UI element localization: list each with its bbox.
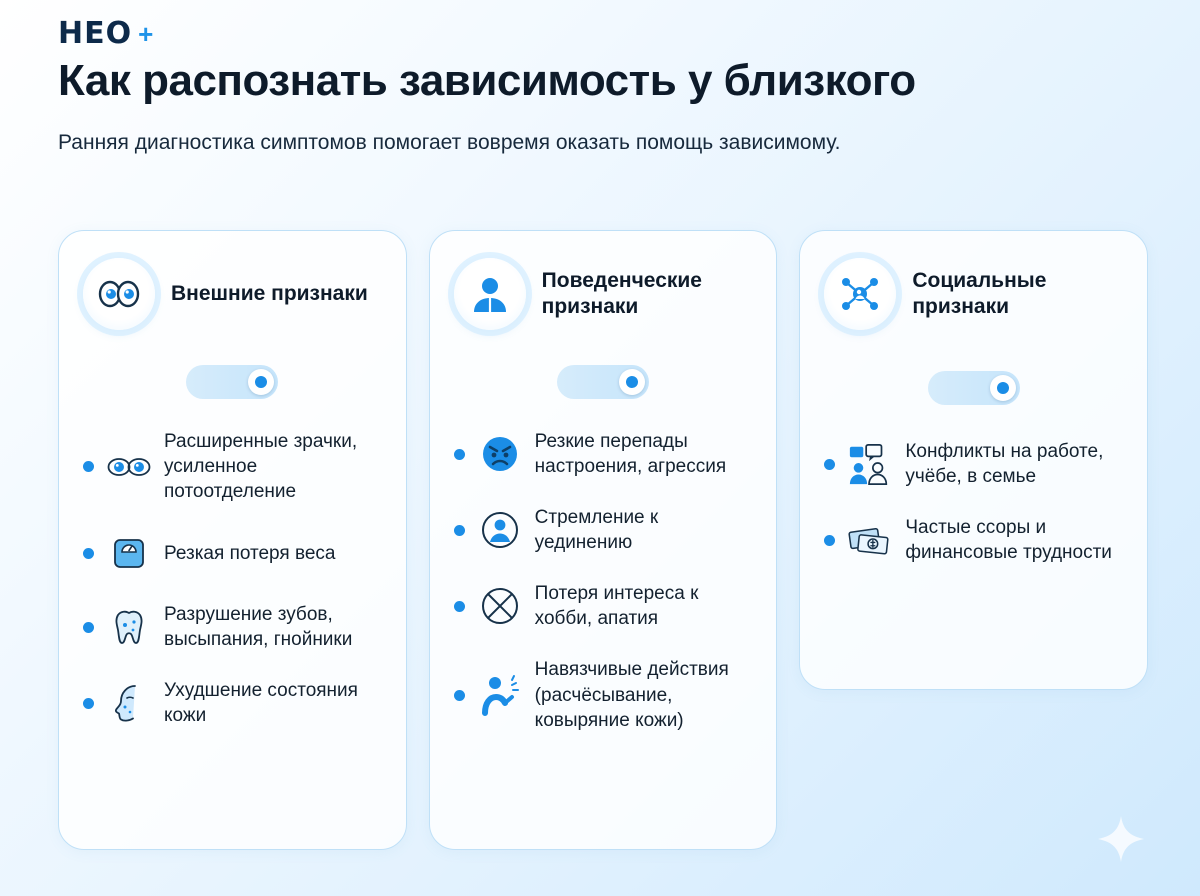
list-item-text: Резкая потеря веса [164, 542, 336, 564]
pupils-icon [106, 444, 152, 490]
list-item-text: Стремление к уединению [534, 507, 659, 554]
page-title: Как распознать зависимость у близкого [58, 56, 916, 105]
card-external-signs [58, 230, 407, 850]
list-item-text: Навязчивые действия (расчёсывание, ковыряние кожи) [534, 659, 729, 731]
list-item-text: Ухудшение состояния кожи [164, 680, 358, 727]
bullet-icon [824, 459, 835, 470]
page-subtitle: Ранняя диагностика симптомов помогает вовремя оказать помощь зависимому. [58, 131, 841, 154]
list-item [454, 657, 753, 732]
list-item-text: Разрушение зубов, высыпания, гнойники [164, 604, 353, 651]
list-item [454, 429, 753, 479]
card-header-behavioral [454, 257, 753, 331]
bullet-icon [454, 525, 465, 536]
list-item [83, 602, 382, 652]
card-header-social [824, 257, 1123, 331]
toggle-social[interactable] [928, 371, 1020, 405]
bullet-icon [83, 622, 94, 633]
brand-logo [58, 16, 153, 51]
list-item [83, 678, 382, 728]
bullet-icon [824, 535, 835, 546]
toggle-row-behavioral [454, 365, 753, 399]
list-item [824, 439, 1123, 489]
list-item [824, 515, 1123, 565]
brand-logo-text: HEO [58, 16, 133, 51]
bullet-icon [454, 601, 465, 612]
card-behavioral-signs [429, 230, 778, 850]
network-icon [824, 258, 896, 330]
sparkle-icon [1098, 816, 1144, 862]
eyes-icon [83, 258, 155, 330]
toggle-row-social [824, 371, 1123, 405]
bullet-icon [83, 461, 94, 472]
list-item [83, 429, 382, 504]
card-header-external [83, 257, 382, 331]
bullet-icon [454, 449, 465, 460]
list-item-text: Расширенные зрачки, усиленное потоотделение [164, 431, 358, 503]
scales-icon [106, 530, 152, 576]
toggle-row-external [83, 365, 382, 399]
list-item-text: Резкие перепады настроения, агрессия [534, 431, 727, 478]
list-item [83, 530, 382, 576]
conflict-people-icon [847, 441, 893, 487]
card-social-signs [799, 230, 1148, 690]
list-item-text: Частые ссоры и финансовые трудности [905, 517, 1112, 564]
brand-logo-plus: + [138, 18, 154, 49]
toggle-knob-external [248, 369, 274, 395]
person-circle-icon [477, 507, 523, 553]
angry-face-icon [477, 431, 523, 477]
list-item [454, 505, 753, 555]
card-title-external: Внешние признаки [171, 282, 368, 306]
crossed-circle-icon [477, 583, 523, 629]
scratching-person-icon [477, 672, 523, 718]
list-item [454, 581, 753, 631]
card-title-social: Социальные признаки [912, 269, 1047, 318]
toggle-knob-behavioral [619, 369, 645, 395]
tooth-icon [106, 604, 152, 650]
face-skin-icon [106, 680, 152, 726]
toggle-external[interactable] [186, 365, 278, 399]
money-icon [847, 517, 893, 563]
toggle-behavioral[interactable] [557, 365, 649, 399]
toggle-knob-social [990, 375, 1016, 401]
bullet-icon [83, 548, 94, 559]
list-item-text: Потеря интереса к хобби, апатия [534, 583, 699, 630]
bullet-icon [454, 690, 465, 701]
card-title-behavioral: Поведенческие признаки [541, 269, 702, 318]
signs-columns [58, 230, 1148, 850]
person-icon [454, 258, 526, 330]
bullet-icon [83, 698, 94, 709]
list-item-text: Конфликты на работе, учёбе, в семье [905, 441, 1104, 488]
